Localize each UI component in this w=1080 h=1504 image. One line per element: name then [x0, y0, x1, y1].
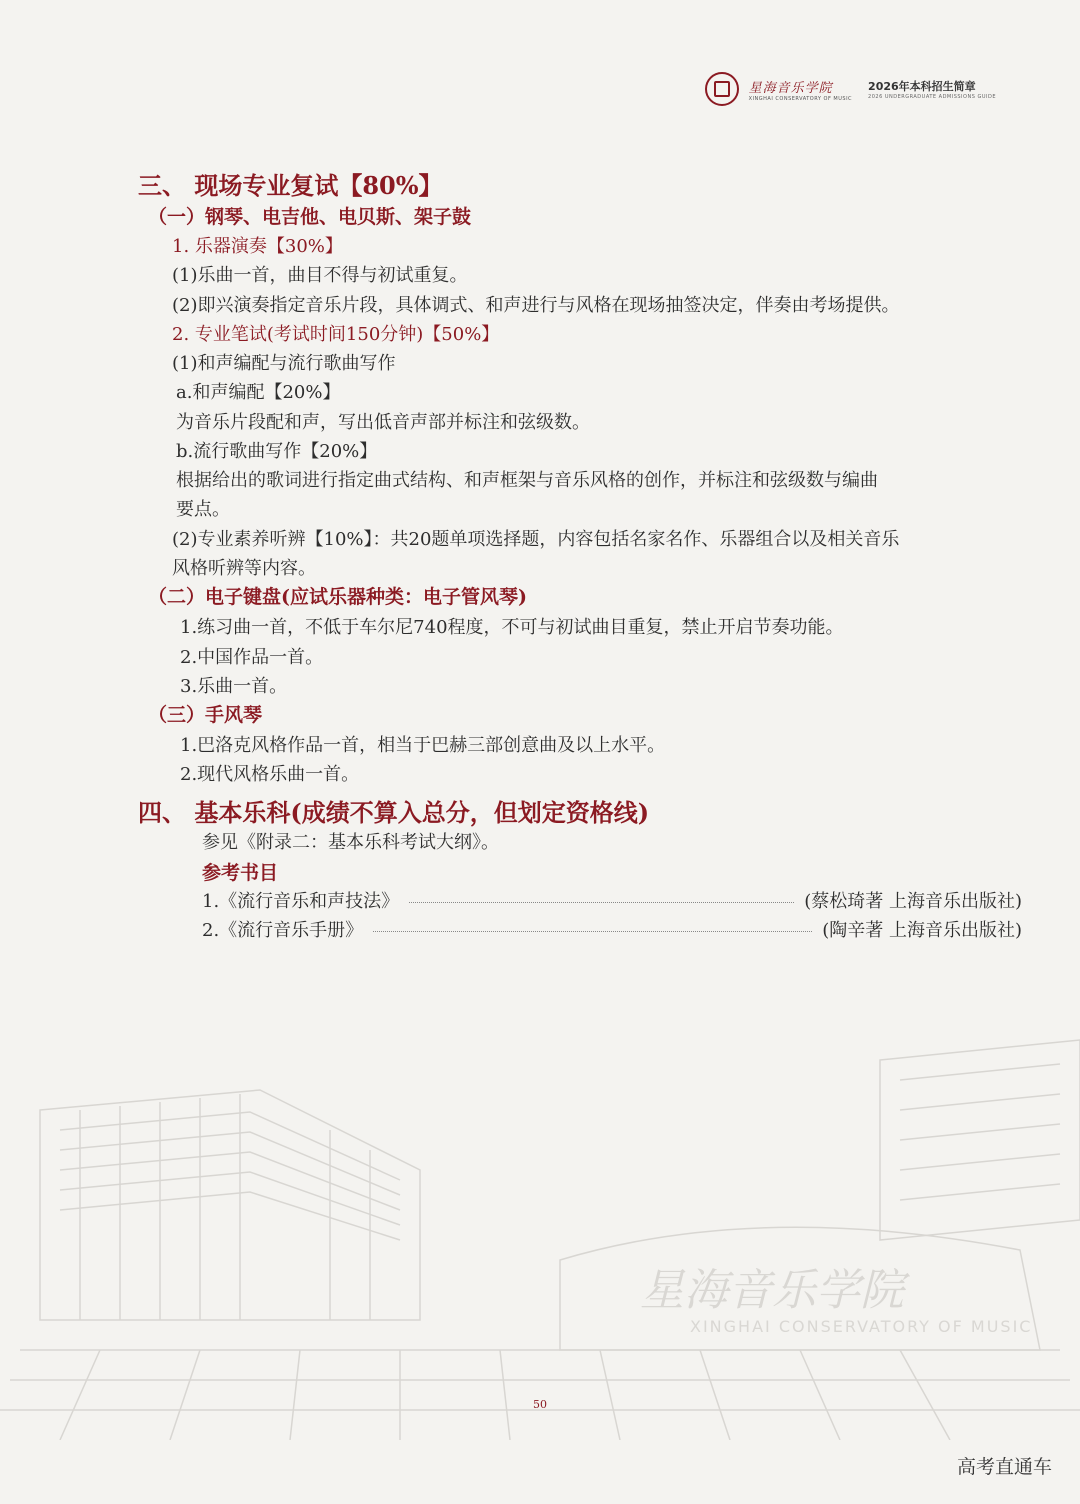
text-line: (2)即兴演奏指定音乐片段，具体调式、和声进行与风格在现场抽签决定，伴奏由考场提供。 [172, 295, 900, 316]
watermark-text: 高考直通车 [956, 1456, 1052, 1478]
text-line: 参见《附录二：基本乐科考试大纲》。 [202, 832, 499, 853]
text-line: (1)和声编配与流行歌曲写作 [172, 353, 396, 374]
section-4-title: 四、 基本乐科(成绩不算入总分，但划定资格线) [138, 798, 650, 827]
text-line: a.和声编配【20%】 [176, 382, 341, 403]
sketch-school-name: 星海音乐学院 [640, 1265, 904, 1316]
reference-books-title: 参考书目 [202, 862, 279, 884]
guide-title-cn: 2026年本科招生简章 [868, 80, 976, 93]
sketch-school-name-en: XINGHAI CONSERVATORY OF MUSIC [690, 1317, 1033, 1336]
campus-sketch-illustration [0, 1020, 1080, 1440]
text-line: 风格听辨等内容。 [172, 558, 316, 579]
school-name-en: XINGHAI CONSERVATORY OF MUSIC [748, 95, 853, 102]
school-brand [749, 77, 852, 102]
text-line: 要点。 [176, 499, 230, 520]
reference-row [202, 887, 1022, 913]
text-line: (1)乐曲一首，曲目不得与初试重复。 [172, 265, 468, 286]
text-line: 为音乐片段配和声，写出低音声部并标注和弦级数。 [176, 412, 590, 433]
reference-publisher: (陶辛著 上海音乐出版社) [822, 920, 1022, 941]
reference-title: 1.《流行音乐和声技法》 [202, 891, 400, 912]
section-3-title: 三、 现场专业复试【80%】 [138, 171, 443, 200]
guide-title-en: 2026 UNDERGRADUATE ADMISSIONS GUIDE [868, 94, 996, 100]
subsection-3-title: （三）手风琴 [148, 704, 263, 726]
text-line: 3.乐曲一首。 [180, 676, 288, 697]
text-line: (2)专业素养听辨【10%】：共20题单项选择题，内容包括名家名作、乐器组合以及相关音乐 [172, 529, 900, 550]
subsection-2-title: （二）电子键盘(应试乐器种类：电子管风琴) [148, 586, 527, 608]
reference-row [202, 916, 1022, 942]
leader-dots [409, 902, 794, 903]
reference-publisher: (蔡松琦著 上海音乐出版社) [804, 891, 1022, 912]
guide-title [868, 78, 996, 100]
text-line: 2.中国作品一首。 [180, 647, 324, 668]
page-header [705, 72, 996, 106]
school-name-cn: 星海音乐学院 [748, 80, 833, 96]
item-2-title: 2. 专业笔试(考试时间150分钟)【50%】 [172, 324, 500, 345]
school-seal-icon [705, 72, 739, 106]
text-line: 1.巴洛克风格作品一首，相当于巴赫三部创意曲及以上水平。 [180, 735, 666, 756]
item-1-title: 1. 乐器演奏【30%】 [172, 236, 343, 257]
reference-title: 2.《流行音乐手册》 [202, 920, 364, 941]
text-line: 根据给出的歌词进行指定曲式结构、和声框架与音乐风格的创作，并标注和弦级数与编曲 [176, 470, 878, 491]
text-line: 2.现代风格乐曲一首。 [180, 764, 360, 785]
text-line: 1.练习曲一首，不低于车尔尼740程度，不可与初试曲目重复，禁止开启节奏功能。 [180, 617, 844, 638]
text-line: b.流行歌曲写作【20%】 [176, 441, 378, 462]
leader-dots [373, 931, 812, 932]
page-number: 50 [533, 1398, 547, 1411]
subsection-1-title: （一）钢琴、电吉他、电贝斯、架子鼓 [148, 206, 472, 228]
